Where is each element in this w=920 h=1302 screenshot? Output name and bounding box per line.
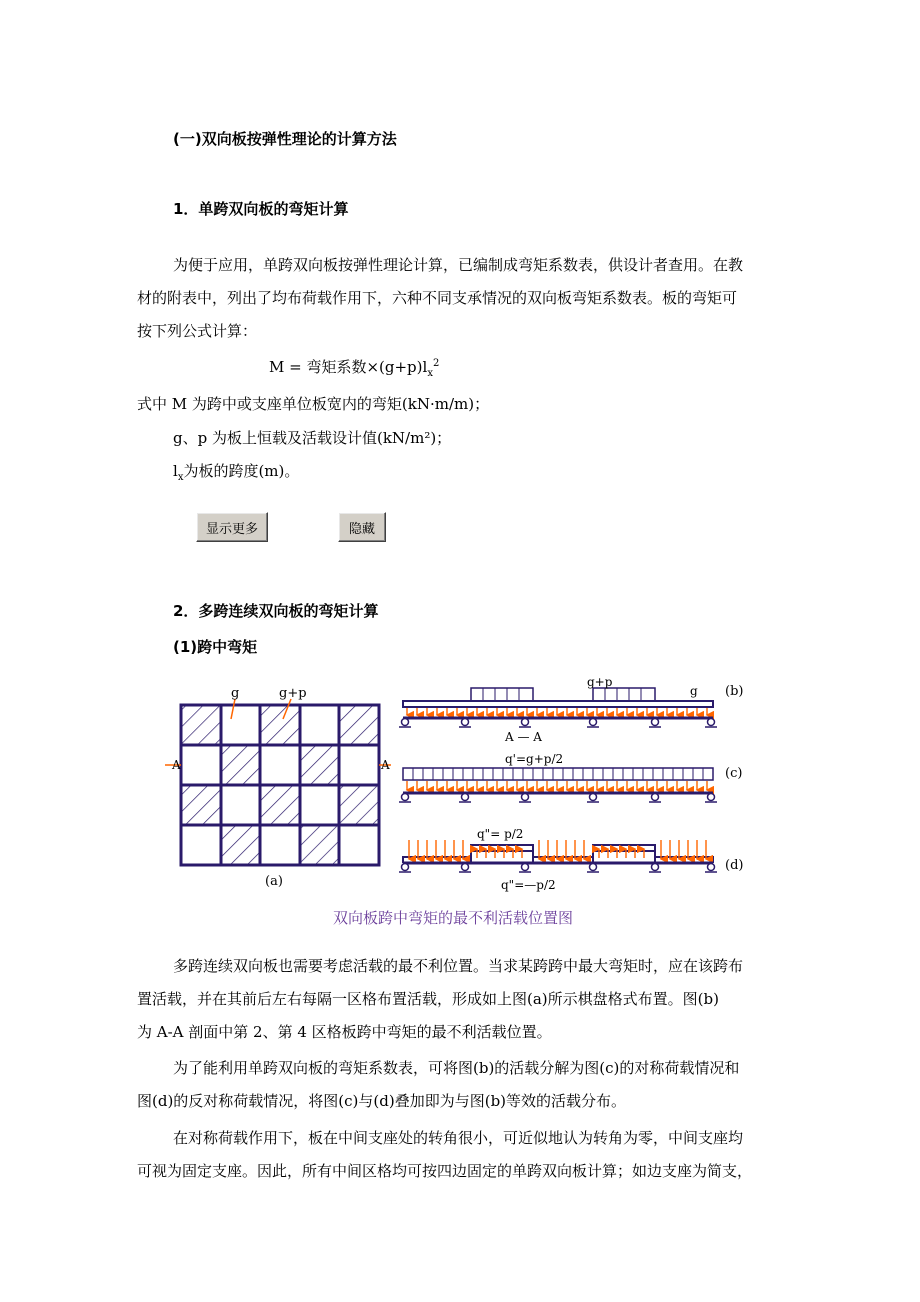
support-pin <box>590 864 597 871</box>
hatched-cell <box>339 785 379 825</box>
support-pin <box>652 864 659 871</box>
formula-sup: 2 <box>432 358 440 369</box>
subsection-1-title: 1．单跨双向板的弯矩计算 <box>173 200 349 218</box>
checkerboard-plan <box>165 686 391 889</box>
hatched-cell <box>260 705 300 745</box>
label-g: g <box>231 686 240 701</box>
hatched-cell <box>300 745 339 785</box>
label-b: (b) <box>725 684 744 699</box>
para3-line2: 图(d)的反对称荷载情况，将图(c)与(d)叠加即为与图(b)等效的活载分布。 <box>137 1092 627 1110</box>
para1-line3: 按下列公式计算： <box>137 322 258 340</box>
support-pin <box>402 719 409 726</box>
show-more-button[interactable]: 显示更多 <box>196 512 268 542</box>
label-q1: q'=g+p/2 <box>505 752 564 766</box>
formula-sub: x <box>427 368 433 379</box>
hatched-cell <box>181 785 221 825</box>
support-pin <box>708 794 715 801</box>
label-b-gp: g+p <box>587 675 613 689</box>
hatched-cell <box>221 745 260 785</box>
support-pin <box>522 719 529 726</box>
definition-gp: g、p 为板上恒载及活载设计值(kN/m²)； <box>173 429 452 447</box>
subsection-2-title: 2．多跨连续双向板的弯矩计算 <box>173 602 379 620</box>
definition-m: 式中 M 为跨中或支座单位板宽内的弯矩(kN·m/m)； <box>137 395 490 413</box>
hatched-cell <box>181 705 221 745</box>
hide-button[interactable]: 隐藏 <box>338 512 386 542</box>
label-gp: g+p <box>279 686 307 701</box>
para4-line2: 可视为固定支座。因此，所有中间区格均可按四边固定的单跨双向板计算；如边支座为简支， <box>137 1162 753 1180</box>
beam-b <box>399 675 743 744</box>
section-title: (一)双向板按弹性理论的计算方法 <box>173 130 397 148</box>
label-q3: q"=—p/2 <box>501 878 556 892</box>
definition-lx: $l_x$为板的跨度(m)。 <box>173 462 300 483</box>
support-pin <box>652 719 659 726</box>
beam-d <box>399 827 743 892</box>
label-d: (d) <box>725 858 744 873</box>
hatched-cell <box>300 825 339 865</box>
hatched-cell <box>260 785 300 825</box>
para4-line1: 在对称荷载作用下，板在中间支座处的转角很小，可近似地认为转角为零，中间支座均 <box>173 1129 744 1147</box>
support-pin <box>462 794 469 801</box>
hatched-cell <box>221 825 260 865</box>
label-a-caption: (a) <box>265 874 283 889</box>
para1-line2: 材的附表中，列出了均布荷载作用下，六种不同支承情况的双向板弯矩系数表。板的弯矩可 <box>137 289 738 307</box>
figure-caption: 双向板跨中弯矩的最不利活载位置图 <box>333 909 574 927</box>
support-pin <box>708 864 715 871</box>
load-position-figure <box>165 675 765 900</box>
support-pin <box>462 864 469 871</box>
support-pin <box>590 719 597 726</box>
para3-line1: 为了能利用单跨双向板的弯矩系数表，可将图(b)的活载分解为图(c)的对称荷载情况和 <box>173 1059 740 1077</box>
label-b-g: g <box>690 684 698 698</box>
label-a-left: A <box>172 758 181 772</box>
label-q2: q"= p/2 <box>477 827 524 841</box>
beam-c <box>399 752 742 802</box>
para2-line2: 置活载，并在其前后左右每隔一区格布置活载，形成如上图(a)所示棋盘格式布置。图(b) <box>137 990 719 1008</box>
formula <box>269 356 439 379</box>
formula-main: M = 弯矩系数×(g+p)l <box>269 358 428 376</box>
support-pin <box>402 864 409 871</box>
para1-line1: 为便于应用，单跨双向板按弹性理论计算，已编制成弯矩系数表，供设计者查用。在教 <box>173 256 744 274</box>
support-pin <box>708 719 715 726</box>
para2-line1: 多跨连续双向板也需要考虑活载的最不利位置。当求某跨跨中最大弯矩时，应在该跨布 <box>173 957 744 975</box>
label-aa: A — A <box>505 730 542 744</box>
support-pin <box>522 864 529 871</box>
support-pin <box>462 719 469 726</box>
support-pin <box>652 794 659 801</box>
support-pin <box>590 794 597 801</box>
subsection-2-item: (1)跨中弯矩 <box>173 638 258 656</box>
hatched-cell <box>339 705 379 745</box>
para2-line3: 为 A-A 剖面中第 2、第 4 区格板跨中弯矩的最不利活载位置。 <box>137 1023 552 1041</box>
label-a-right: A <box>381 758 390 772</box>
support-pin <box>522 794 529 801</box>
support-pin <box>402 794 409 801</box>
label-c: (c) <box>725 766 743 781</box>
